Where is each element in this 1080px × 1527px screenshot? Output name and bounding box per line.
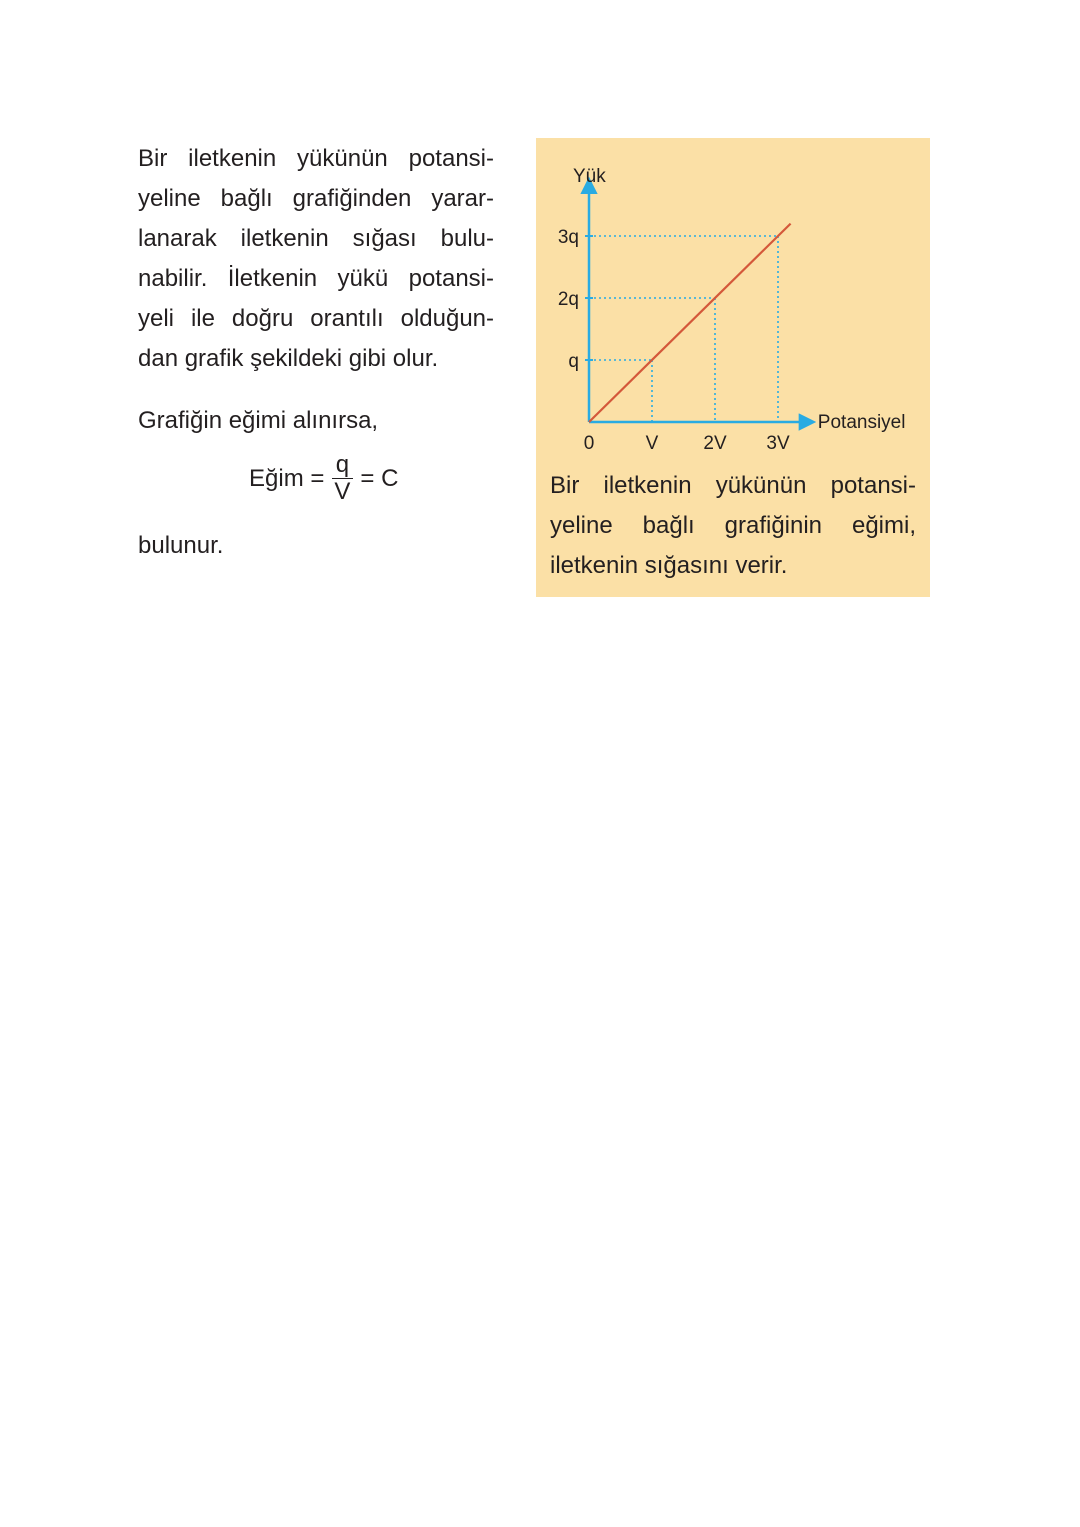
text-line: Bir iletkenin yükünün potansi- <box>138 145 494 172</box>
formula-numerator: q <box>332 452 353 479</box>
y-tick-label: 3q <box>557 227 579 248</box>
graph-caption <box>550 466 916 586</box>
slope-intro-text: Grafiğin eğimi alınırsa, <box>138 407 379 434</box>
text-line: yeline bağlı grafiğinden yarar- <box>138 185 494 212</box>
caption-line: yeline bağlı grafiğinin eğimi, <box>550 512 916 539</box>
charge-potential-chart <box>536 138 930 468</box>
intro-paragraph <box>138 139 494 379</box>
text-line: lanarak iletkenin sığası bulu- <box>138 225 494 252</box>
caption-line: iletkenin sığasını verir. <box>550 552 788 579</box>
y-tick-label: 2q <box>557 289 579 310</box>
caption-line: Bir iletkenin yükünün potansi- <box>550 472 916 499</box>
x-tick-label: 0 <box>583 433 595 454</box>
text-line: yeli ile doğru orantılı olduğun- <box>138 305 494 332</box>
conclusion-text: bulunur. <box>138 532 224 559</box>
text-line: dan grafik şekildeki gibi olur. <box>138 345 439 372</box>
formula-fraction <box>330 452 354 505</box>
x-tick-label: 2V <box>703 433 727 454</box>
charge-line <box>589 224 791 422</box>
y-tick-label: q <box>568 351 579 372</box>
formula-left: Eğim = <box>249 464 325 492</box>
formula-right: = C <box>360 464 399 492</box>
x-tick-label: 3V <box>766 433 790 454</box>
formula-denominator: V <box>334 478 351 505</box>
x-axis-label: Potansiyel <box>817 412 906 433</box>
slope-formula <box>249 452 398 505</box>
text-line: nabilir. İletkenin yükü potansi- <box>138 265 494 292</box>
y-axis-label: Yük <box>573 166 606 187</box>
x-tick-label: V <box>645 433 659 454</box>
